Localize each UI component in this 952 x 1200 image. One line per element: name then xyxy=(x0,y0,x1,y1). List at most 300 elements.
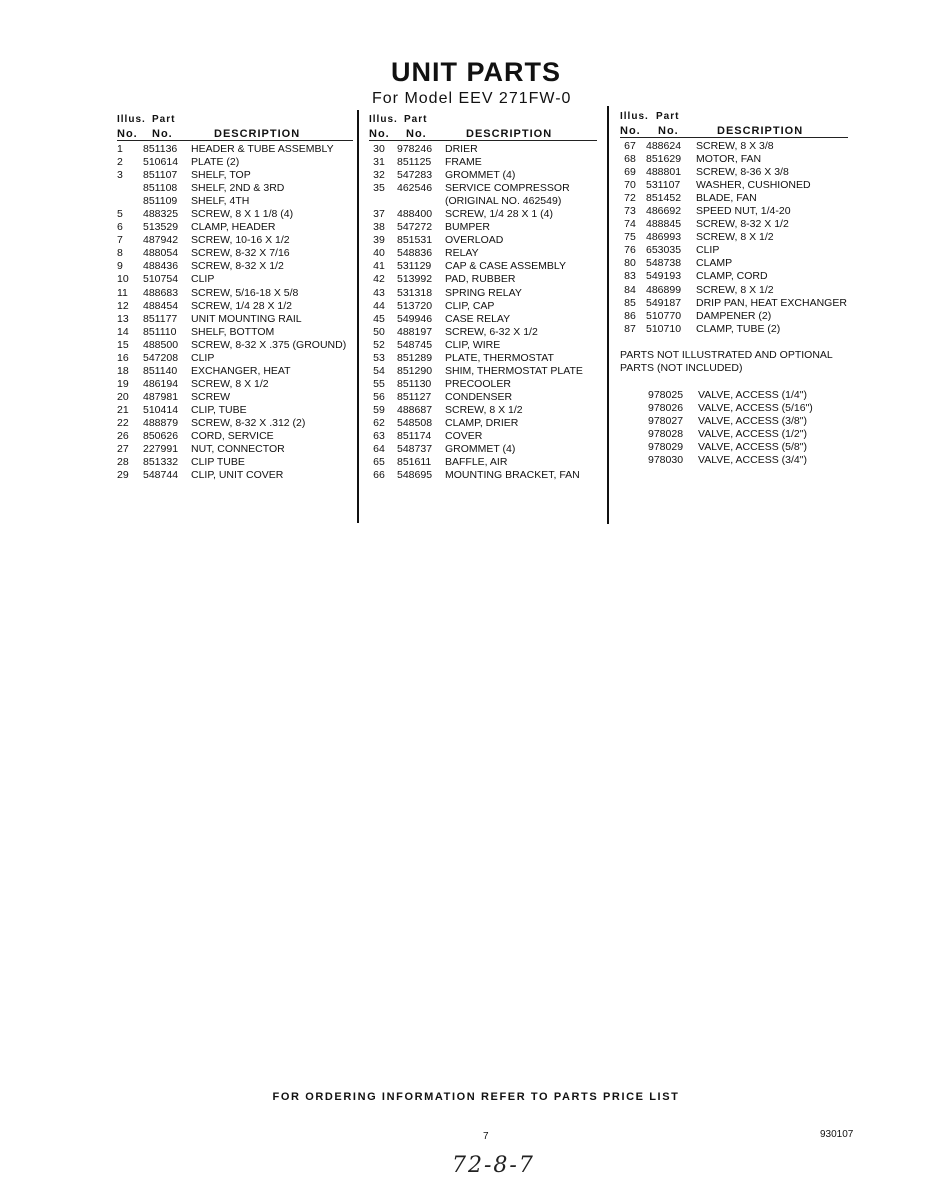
part-row xyxy=(369,260,607,273)
header-rule xyxy=(369,140,597,141)
illus-number: 44 xyxy=(373,299,385,312)
part-description: VALVE, ACCESS (1/4") xyxy=(698,388,807,401)
model-subtitle: For Model EEV 271FW-0 xyxy=(372,90,572,107)
part-row xyxy=(369,156,607,169)
part-number: 851109 xyxy=(143,195,178,208)
illus-number: 37 xyxy=(373,208,385,221)
page-title: UNIT PARTS xyxy=(391,57,561,87)
part-row xyxy=(648,415,850,428)
part-description: CLIP xyxy=(191,273,215,286)
part-number: 978030 xyxy=(648,454,684,467)
part-row xyxy=(117,443,357,456)
part-label: Part xyxy=(152,114,176,125)
illus-number: 15 xyxy=(117,338,129,351)
part-row xyxy=(620,284,850,297)
column-divider xyxy=(357,110,359,523)
part-number: 548737 xyxy=(397,443,433,456)
part-number: 486993 xyxy=(646,231,682,244)
illus-number: 76 xyxy=(624,244,636,257)
part-row xyxy=(369,456,607,469)
parts-list xyxy=(620,140,850,336)
illus-number: 5 xyxy=(117,208,123,221)
part-number: 851531 xyxy=(397,234,433,247)
illus-number: 56 xyxy=(373,390,385,403)
part-number: 851108 xyxy=(143,182,178,195)
part-description: PAD, RUBBER xyxy=(445,273,516,286)
illus-number: 9 xyxy=(117,260,123,273)
no-label: No. xyxy=(369,128,390,140)
part-description: CLIP, TUBE xyxy=(191,403,247,416)
optional-parts-note: PARTS NOT ILLUSTRATED AND OPTIONAL PARTS (NOT INCLUDED) xyxy=(620,348,833,374)
part-number: 851332 xyxy=(143,456,179,469)
part-row xyxy=(117,352,357,365)
part-number: 462546 xyxy=(397,182,433,195)
part-row xyxy=(648,402,850,415)
part-row xyxy=(620,218,850,231)
part-row xyxy=(369,443,607,456)
part-description: SPEED NUT, 1/4-20 xyxy=(696,205,791,218)
part-row xyxy=(117,208,357,221)
illus-number: 22 xyxy=(117,416,129,429)
illus-number: 40 xyxy=(373,247,385,260)
part-description: CLIP, CAP xyxy=(445,299,495,312)
part-description: CLIP, UNIT COVER xyxy=(191,469,284,482)
part-number: 510414 xyxy=(143,403,179,416)
part-number: 513529 xyxy=(143,221,179,234)
part-number: 486194 xyxy=(143,377,179,390)
part-row xyxy=(620,270,850,283)
illus-number: 13 xyxy=(117,312,129,325)
part-number: 851611 xyxy=(397,456,432,469)
illus-number: 75 xyxy=(624,231,636,244)
illus-number: 19 xyxy=(117,377,129,390)
part-description: SERVICE COMPRESSOR (ORIGINAL NO. 462549) xyxy=(445,182,570,208)
part-description: COVER xyxy=(445,430,483,443)
part-row xyxy=(117,287,357,300)
part-number: 851177 xyxy=(143,312,178,325)
part-number: 488454 xyxy=(143,299,179,312)
part-description: SCREW, 8-32 X 7/16 xyxy=(191,247,290,260)
part-no-label: No. xyxy=(658,125,679,137)
part-description: BLADE, FAN xyxy=(696,192,757,205)
part-description: SCREW, 6-32 X 1/2 xyxy=(445,325,538,338)
part-description: CLIP xyxy=(696,244,720,257)
part-number: 531129 xyxy=(397,260,432,273)
part-row xyxy=(117,417,357,430)
illus-number: 8 xyxy=(117,247,123,260)
part-number: 513720 xyxy=(397,299,433,312)
part-row xyxy=(369,208,607,221)
part-no-label: No. xyxy=(406,128,427,140)
illus-number: 26 xyxy=(117,430,129,443)
part-row xyxy=(117,313,357,326)
illus-number: 66 xyxy=(373,469,385,482)
part-row xyxy=(117,195,357,208)
part-number: 548744 xyxy=(143,469,179,482)
part-number: 488845 xyxy=(646,218,682,231)
part-description: SCREW, 8 X 1/2 xyxy=(696,283,774,296)
part-number: 548508 xyxy=(397,416,433,429)
part-number: 488801 xyxy=(646,166,682,179)
part-description: CLIP, WIRE xyxy=(445,338,501,351)
part-description: CASE RELAY xyxy=(445,312,511,325)
part-row xyxy=(369,378,607,391)
illus-number: 70 xyxy=(624,179,636,192)
illus-number: 18 xyxy=(117,364,129,377)
illus-number: 85 xyxy=(624,296,636,309)
part-number: 488624 xyxy=(646,140,682,152)
part-row xyxy=(117,404,357,417)
illus-number: 7 xyxy=(117,234,123,247)
part-description: RELAY xyxy=(445,247,479,260)
part-number: 653035 xyxy=(646,244,682,257)
part-label: Part xyxy=(404,114,428,125)
part-row xyxy=(369,404,607,417)
part-number: 510614 xyxy=(143,156,179,169)
illus-number: 83 xyxy=(624,270,636,283)
part-description: DRIP PAN, HEAT EXCHANGER xyxy=(696,296,847,309)
part-row xyxy=(369,234,607,247)
part-number: 549946 xyxy=(397,312,433,325)
part-number: 851110 xyxy=(143,325,177,338)
part-no-label: No. xyxy=(152,128,173,140)
part-description: SCREW, 1/4 28 X 1 (4) xyxy=(445,208,553,221)
part-number: 851629 xyxy=(646,153,682,166)
illus-number: 3 xyxy=(117,169,123,182)
illus-number: 87 xyxy=(624,322,636,335)
part-description: PRECOOLER xyxy=(445,377,511,390)
illus-number: 20 xyxy=(117,390,129,403)
part-description: SCREW, 5/16-18 X 5/8 xyxy=(191,286,299,299)
part-number: 851130 xyxy=(397,377,432,390)
part-number: 488325 xyxy=(143,208,179,221)
part-description: SCREW, 8 X 1/2 xyxy=(696,231,774,244)
part-row xyxy=(648,428,850,441)
part-row xyxy=(620,140,850,153)
part-number: 486692 xyxy=(646,205,682,218)
part-description: PLATE, THERMOSTAT xyxy=(445,351,554,364)
part-description: PLATE (2) xyxy=(191,156,240,169)
part-description: SCREW, 8 X 3/8 xyxy=(696,140,774,152)
parts-column-1 xyxy=(117,113,357,482)
part-row xyxy=(620,179,850,192)
illus-number: 30 xyxy=(373,143,385,155)
part-description: DAMPENER (2) xyxy=(696,309,772,322)
column-divider xyxy=(607,106,609,524)
valve-list xyxy=(620,389,850,467)
illus-number: 1 xyxy=(117,143,123,155)
part-row xyxy=(369,169,607,182)
part-description: SCREW xyxy=(191,390,231,403)
illus-number: 14 xyxy=(117,325,129,338)
part-number: 488400 xyxy=(397,208,433,221)
part-description: BUMPER xyxy=(445,221,490,234)
illus-number: 65 xyxy=(373,456,385,469)
part-row xyxy=(369,326,607,339)
part-row xyxy=(648,454,850,467)
part-description: VALVE, ACCESS (5/8") xyxy=(698,440,807,453)
illus-number: 67 xyxy=(624,140,636,152)
part-description: SHELF, TOP xyxy=(191,169,251,182)
part-label: Part xyxy=(656,111,680,122)
part-description: CORD, SERVICE xyxy=(191,430,274,443)
illus-number: 84 xyxy=(624,283,636,296)
part-number: 549187 xyxy=(646,296,682,309)
part-description: SCREW, 8-32 X 1/2 xyxy=(191,260,284,273)
illus-number: 28 xyxy=(117,456,129,469)
illus-label: Illus. xyxy=(620,111,649,122)
part-row xyxy=(369,430,607,443)
part-row xyxy=(117,221,357,234)
part-description: SHELF, 2ND & 3RD xyxy=(191,182,285,195)
illus-number: 86 xyxy=(624,309,636,322)
part-row xyxy=(117,456,357,469)
part-description: SHIM, THERMOSTAT PLATE xyxy=(445,364,583,377)
part-row xyxy=(117,339,357,352)
part-row xyxy=(117,430,357,443)
description-label: DESCRIPTION xyxy=(466,128,553,140)
handwritten-note: 72-8-7 xyxy=(452,1153,535,1178)
illus-number: 35 xyxy=(373,182,385,195)
part-description: SCREW, 8-32 X .312 (2) xyxy=(191,416,306,429)
part-number: 548738 xyxy=(646,257,682,270)
part-row xyxy=(369,417,607,430)
part-number: 510754 xyxy=(143,273,179,286)
header-rule xyxy=(620,137,848,138)
part-number: 488683 xyxy=(143,286,179,299)
part-row xyxy=(620,205,850,218)
part-row xyxy=(117,169,357,182)
illus-number: 80 xyxy=(624,257,636,270)
part-description: SCREW, 1/4 28 X 1/2 xyxy=(191,299,292,312)
part-row xyxy=(117,260,357,273)
part-description: DRIER xyxy=(445,143,478,155)
illus-number: 10 xyxy=(117,273,129,286)
part-row xyxy=(369,182,607,208)
part-row xyxy=(117,234,357,247)
illus-number: 59 xyxy=(373,403,385,416)
part-number: 547208 xyxy=(143,351,179,364)
part-row xyxy=(117,156,357,169)
part-number: 851140 xyxy=(143,364,178,377)
part-number: 851289 xyxy=(397,351,433,364)
part-row xyxy=(620,153,850,166)
part-row xyxy=(369,313,607,326)
part-description: VALVE, ACCESS (1/2") xyxy=(698,427,807,440)
illus-number: 41 xyxy=(373,260,385,273)
illus-number: 50 xyxy=(373,325,385,338)
part-number: 851107 xyxy=(143,169,178,182)
illus-number: 6 xyxy=(117,221,123,234)
part-number: 510710 xyxy=(646,322,682,335)
part-number: 227991 xyxy=(143,443,179,456)
part-number: 978028 xyxy=(648,427,684,440)
part-description: CLAMP, TUBE (2) xyxy=(696,322,781,335)
illus-number: 53 xyxy=(373,351,385,364)
part-row xyxy=(369,339,607,352)
part-description: CLAMP, CORD xyxy=(696,270,768,283)
illus-number: 21 xyxy=(117,403,129,416)
part-number: 488436 xyxy=(143,260,179,273)
part-description: WASHER, CUSHIONED xyxy=(696,179,811,192)
part-description: SCREW, 8-32 X .375 (GROUND) xyxy=(191,338,347,351)
part-description: NUT, CONNECTOR xyxy=(191,443,285,456)
part-row xyxy=(620,257,850,270)
part-description: GROMMET (4) xyxy=(445,443,516,456)
part-number: 851127 xyxy=(397,390,432,403)
part-description: GROMMET (4) xyxy=(445,169,516,182)
part-description: SHELF, BOTTOM xyxy=(191,325,275,338)
part-description: CLAMP xyxy=(696,257,733,270)
part-number: 978246 xyxy=(397,143,433,155)
no-label: No. xyxy=(117,128,138,140)
part-description: VALVE, ACCESS (5/16") xyxy=(698,401,813,414)
description-label: DESCRIPTION xyxy=(717,125,804,137)
part-row xyxy=(117,391,357,404)
part-number: 549193 xyxy=(646,270,682,283)
part-row xyxy=(648,441,850,454)
part-row xyxy=(117,300,357,313)
illus-number: 68 xyxy=(624,153,636,166)
part-description: SPRING RELAY xyxy=(445,286,522,299)
part-number: 486899 xyxy=(646,283,682,296)
part-description: SCREW, 8 X 1 1/8 (4) xyxy=(191,208,294,221)
part-number: 851174 xyxy=(397,430,432,443)
part-number: 851452 xyxy=(646,192,682,205)
illus-number: 45 xyxy=(373,312,385,325)
part-number: 487981 xyxy=(143,390,179,403)
part-description: SCREW, 8 X 1/2 xyxy=(445,403,523,416)
ordering-note: FOR ORDERING INFORMATION REFER TO PARTS PRICE LIST xyxy=(272,1091,680,1103)
part-number: 531318 xyxy=(397,286,433,299)
part-row xyxy=(369,247,607,260)
part-row xyxy=(620,166,850,179)
part-number: 488054 xyxy=(143,247,179,260)
part-number: 851125 xyxy=(397,156,432,169)
part-description: SCREW, 8-32 X 1/2 xyxy=(696,218,789,231)
illus-number: 62 xyxy=(373,416,385,429)
part-description: VALVE, ACCESS (3/4") xyxy=(698,454,807,467)
part-number: 978029 xyxy=(648,440,684,453)
part-description: EXCHANGER, HEAT xyxy=(191,364,291,377)
part-description: SHELF, 4TH xyxy=(191,195,250,208)
part-row xyxy=(117,326,357,339)
part-description: FRAME xyxy=(445,156,482,169)
part-number: 488500 xyxy=(143,338,179,351)
part-row xyxy=(117,273,357,286)
part-row xyxy=(117,182,357,195)
illus-number: 74 xyxy=(624,218,636,231)
part-row xyxy=(117,247,357,260)
part-number: 978025 xyxy=(648,388,684,401)
illus-number: 63 xyxy=(373,430,385,443)
column-header xyxy=(369,113,607,143)
part-number: 488687 xyxy=(397,403,433,416)
part-description: CLAMP, DRIER xyxy=(445,416,519,429)
part-number: 978026 xyxy=(648,401,684,414)
part-description: CLIP TUBE xyxy=(191,456,245,469)
illus-number: 43 xyxy=(373,286,385,299)
part-row xyxy=(117,469,357,482)
illus-number: 39 xyxy=(373,234,385,247)
part-row xyxy=(620,244,850,257)
column-header xyxy=(620,110,850,140)
illus-number: 11 xyxy=(117,286,128,299)
part-row xyxy=(369,469,607,482)
part-row xyxy=(369,273,607,286)
part-number: 547283 xyxy=(397,169,433,182)
part-number: 548745 xyxy=(397,338,433,351)
part-number: 487942 xyxy=(143,234,179,247)
illus-number: 55 xyxy=(373,377,385,390)
part-row xyxy=(620,192,850,205)
part-row xyxy=(117,143,357,156)
part-description: CLAMP, HEADER xyxy=(191,221,276,234)
part-description: OVERLOAD xyxy=(445,234,504,247)
part-description: CLIP xyxy=(191,351,215,364)
description-label: DESCRIPTION xyxy=(214,128,301,140)
part-number: 548836 xyxy=(397,247,433,260)
part-description: SCREW, 8-36 X 3/8 xyxy=(696,166,789,179)
illus-number: 38 xyxy=(373,221,385,234)
part-description: SCREW, 8 X 1/2 xyxy=(191,377,269,390)
part-description: MOUNTING BRACKET, FAN xyxy=(445,469,580,482)
part-row xyxy=(117,365,357,378)
part-row xyxy=(369,143,607,156)
illus-number: 64 xyxy=(373,443,385,456)
illus-label: Illus. xyxy=(117,114,146,125)
part-description: MOTOR, FAN xyxy=(696,153,762,166)
part-row xyxy=(369,352,607,365)
part-number: 510770 xyxy=(646,309,682,322)
illus-number: 27 xyxy=(117,443,129,456)
page-number: 7 xyxy=(483,1131,489,1142)
part-description: SCREW, 10-16 X 1/2 xyxy=(191,234,290,247)
illus-number: 42 xyxy=(373,273,385,286)
part-description: HEADER & TUBE ASSEMBLY xyxy=(191,143,334,155)
illus-number: 31 xyxy=(373,156,385,169)
illus-number: 69 xyxy=(624,166,636,179)
parts-list xyxy=(117,143,357,482)
parts-column-2 xyxy=(369,113,607,482)
part-number: 488879 xyxy=(143,416,179,429)
part-row xyxy=(620,297,850,310)
part-description: VALVE, ACCESS (3/8") xyxy=(698,414,807,427)
illus-number: 72 xyxy=(624,192,636,205)
part-row xyxy=(369,365,607,378)
part-row xyxy=(620,231,850,244)
illus-number: 54 xyxy=(373,364,385,377)
part-number: 851290 xyxy=(397,364,433,377)
part-row xyxy=(648,389,850,402)
illus-label: Illus. xyxy=(369,114,398,125)
illus-number: 32 xyxy=(373,169,385,182)
part-number: 850626 xyxy=(143,430,179,443)
illus-number: 29 xyxy=(117,469,129,482)
parts-list xyxy=(369,143,607,482)
part-number: 488197 xyxy=(397,325,433,338)
column-header xyxy=(117,113,357,143)
illus-number: 16 xyxy=(117,351,129,364)
part-description: CAP & CASE ASSEMBLY xyxy=(445,260,566,273)
part-row xyxy=(369,300,607,313)
part-number: 978027 xyxy=(648,414,684,427)
illus-number: 73 xyxy=(624,205,636,218)
part-row xyxy=(117,378,357,391)
illus-number: 12 xyxy=(117,299,129,312)
illus-number: 52 xyxy=(373,338,385,351)
part-row xyxy=(369,221,607,234)
